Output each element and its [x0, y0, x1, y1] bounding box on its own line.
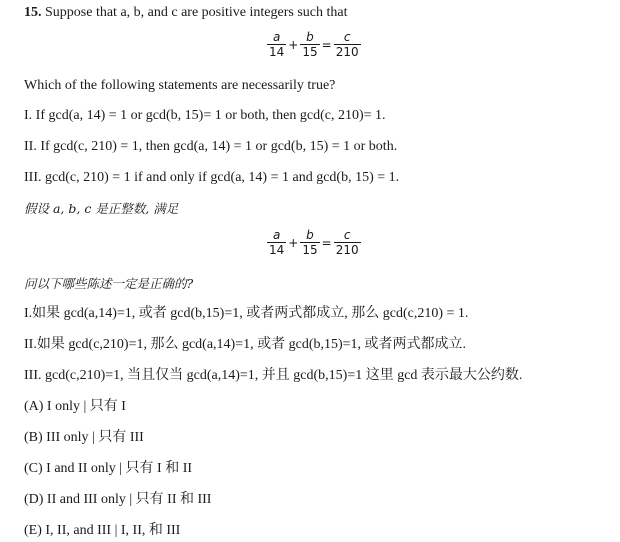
problem-number: 15.	[24, 5, 42, 20]
plus-sign: +	[288, 37, 299, 52]
fraction-a: $\frac{a}{14}$	[269, 30, 285, 59]
statement-cn-2: II.如果 gcd(c,210)=1, 那么 gcd(a,14)=1, 或者 gcd(b,15)=1, 或者两式都成立.	[24, 337, 467, 352]
fraction-c: $\frac{c}{210}$	[335, 30, 359, 59]
equation-cn	[266, 228, 362, 257]
question-en: Which of the following statements are necessarily true?	[24, 78, 336, 93]
statement-en-1: I. If gcd(a, 14) = 1 or gcd(b, 15)= 1 or both, then gcd(c, 210)= 1.	[24, 108, 386, 123]
problem-header	[24, 4, 347, 22]
equals-sign: =	[321, 37, 332, 52]
choice-b: (B) III only | 只有 III	[24, 430, 144, 445]
equals-sign: =	[321, 235, 332, 250]
question-cn: 问以下哪些陈述一定是正确的?	[24, 276, 194, 291]
intro-cn: 假设 a, b, c 是正整数, 满足	[24, 201, 179, 216]
choice-c: (C) I and II only | 只有 I 和 II	[24, 461, 193, 476]
statement-cn-3: III. gcd(c,210)=1, 当且仅当 gcd(a,14)=1, 并且 gcd(b,15)=1 这里 gcd 表示最大公约数.	[24, 368, 523, 383]
statement-en-2: II. If gcd(c, 210) = 1, then gcd(a, 14) = 1 or gcd(b, 15) = 1 or both.	[24, 139, 398, 154]
fraction-b: $\frac{b}{15}$	[302, 30, 318, 59]
fraction-a: $\frac{a}{14}$	[269, 228, 285, 257]
choice-e: (E) I, II, and III | I, II, 和 III	[24, 523, 181, 538]
statement-en-3: III. gcd(c, 210) = 1 if and only if gcd(a, 14) = 1 and gcd(b, 15) = 1.	[24, 170, 400, 185]
fraction-c: $\frac{c}{210}$	[335, 228, 359, 257]
statement-cn-1: I.如果 gcd(a,14)=1, 或者 gcd(b,15)=1, 或者两式都成立, 那么 gcd(c,210) = 1.	[24, 306, 469, 321]
intro-en: Suppose that a, b, and c are positive integers such that	[45, 5, 348, 20]
equation-en	[266, 30, 362, 59]
choice-a: (A) I only | 只有 I	[24, 399, 126, 414]
plus-sign: +	[288, 235, 299, 250]
choice-d: (D) II and III only | 只有 II 和 III	[24, 492, 212, 507]
fraction-b: $\frac{b}{15}$	[302, 228, 318, 257]
